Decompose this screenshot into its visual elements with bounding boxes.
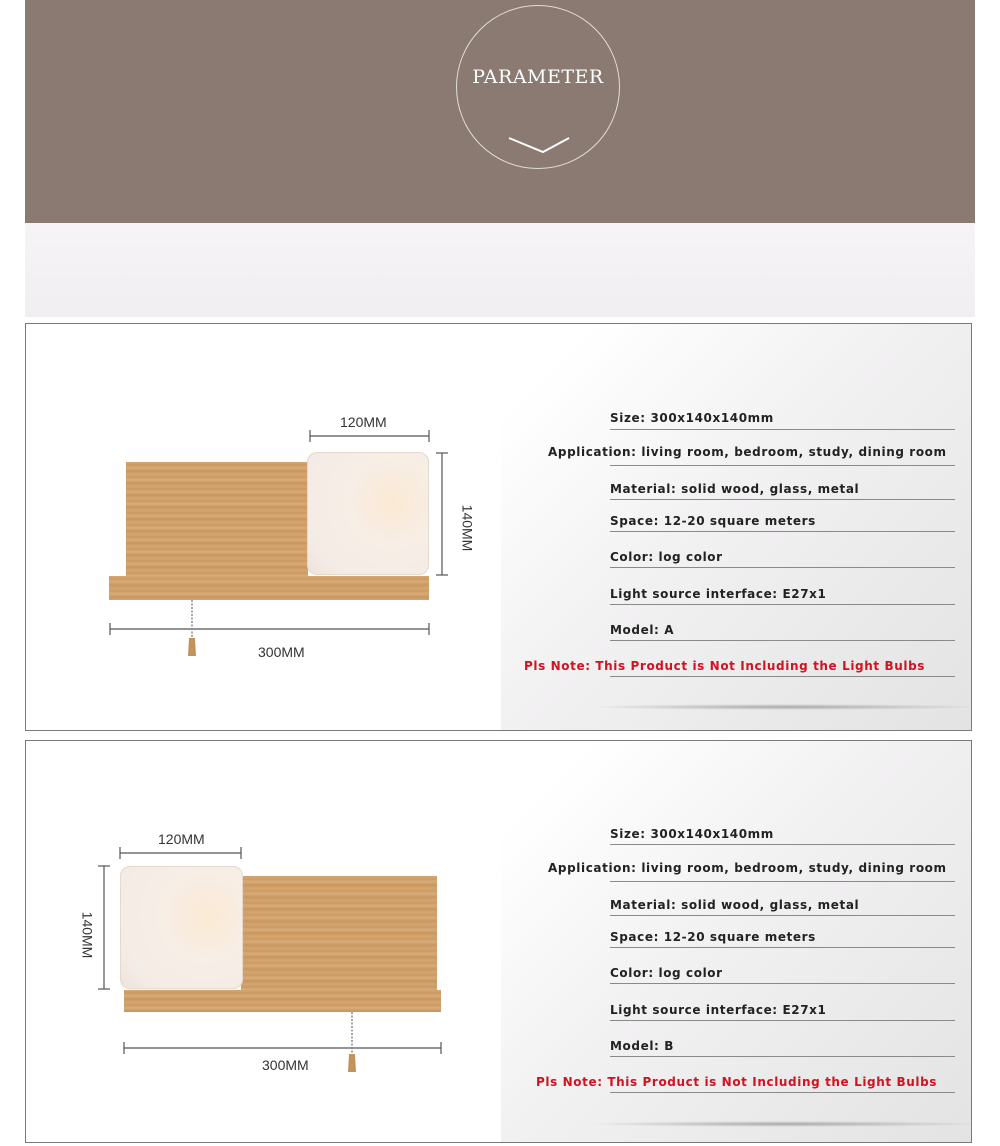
shadow-decoration	[586, 1121, 972, 1127]
spec-space: Space: 12-20 square meters	[610, 930, 816, 944]
length-dimension-label: 300MM	[258, 644, 305, 660]
length-dimension-label: 300MM	[262, 1057, 309, 1073]
divider	[610, 947, 955, 948]
divider	[610, 844, 955, 845]
divider	[610, 429, 955, 430]
bulb-note: Pls Note: This Product is Not Including the Light Bulbs	[524, 659, 926, 673]
parameter-banner	[25, 0, 975, 223]
model-b-panel	[25, 740, 972, 1143]
divider	[610, 465, 955, 466]
divider	[610, 881, 955, 882]
divider	[610, 1092, 955, 1093]
chevron-down-icon	[507, 134, 571, 156]
pull-chain-icon	[186, 600, 198, 660]
spec-size: Size: 300x140x140mm	[610, 411, 774, 425]
divider	[610, 676, 955, 677]
divider	[610, 1056, 955, 1057]
glass-shade	[120, 866, 243, 989]
wood-back-panel	[126, 462, 308, 578]
width-dimension-label: 120MM	[158, 831, 205, 847]
divider	[610, 499, 955, 500]
wood-shelf	[124, 990, 441, 1012]
glass-shade	[307, 452, 429, 575]
spec-space: Space: 12-20 square meters	[610, 514, 816, 528]
header-spacer	[25, 223, 975, 317]
divider	[610, 567, 955, 568]
divider	[610, 915, 955, 916]
spec-material: Material: solid wood, glass, metal	[610, 898, 860, 912]
divider	[610, 604, 955, 605]
divider	[610, 640, 955, 641]
height-dimension-label: 140MM	[459, 504, 476, 552]
pull-chain-icon	[346, 1012, 358, 1076]
badge-title: PARAMETER	[472, 66, 604, 88]
bulb-note: Pls Note: This Product is Not Including the Light Bulbs	[536, 1075, 938, 1089]
divider	[610, 1020, 955, 1021]
spec-size: Size: 300x140x140mm	[610, 827, 774, 841]
parameter-badge	[456, 5, 620, 169]
shadow-decoration	[586, 704, 972, 710]
spec-color: Color: log color	[610, 550, 723, 564]
spec-model: Model: A	[610, 623, 675, 637]
spec-material: Material: solid wood, glass, metal	[610, 482, 860, 496]
divider	[610, 531, 955, 532]
spec-application: Application: living room, bedroom, study, dining room	[548, 861, 947, 875]
wood-back-panel	[241, 876, 437, 992]
spec-light-source: Light source interface: E27x1	[610, 587, 827, 601]
spec-model: Model: B	[610, 1039, 674, 1053]
model-a-panel	[25, 323, 972, 731]
wood-shelf	[109, 576, 429, 600]
height-dimension-label: 140MM	[79, 911, 96, 959]
divider	[610, 983, 955, 984]
width-dimension-label: 120MM	[340, 414, 387, 430]
spec-color: Color: log color	[610, 966, 723, 980]
spec-application: Application: living room, bedroom, study, dining room	[548, 445, 947, 459]
spec-light-source: Light source interface: E27x1	[610, 1003, 827, 1017]
